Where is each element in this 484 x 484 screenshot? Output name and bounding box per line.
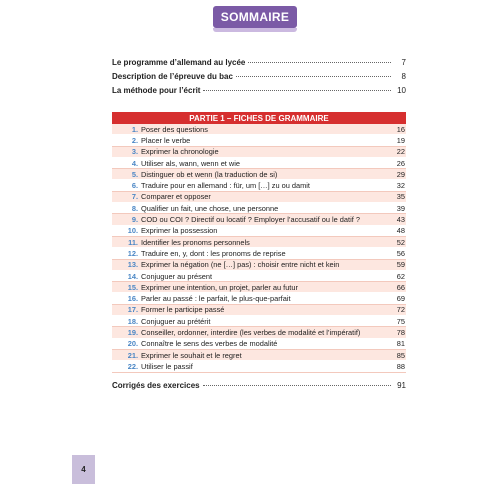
toc-page: 81	[396, 339, 405, 349]
toc-number: 16.	[127, 294, 138, 304]
toc-row[interactable]	[112, 180, 406, 191]
sommaire-badge	[213, 6, 297, 28]
leader-dots	[236, 76, 391, 77]
toc-row[interactable]	[112, 169, 406, 180]
toc-number: 10.	[127, 226, 138, 236]
sommaire-title: SOMMAIRE	[220, 10, 290, 24]
toc-page: 85	[396, 350, 405, 360]
toc-title: Connaître le sens des verbes de modalité	[141, 339, 278, 349]
toc-title: Utiliser als, wann, wenn et wie	[141, 158, 240, 168]
toc-page: 39	[396, 203, 405, 213]
toc-page: 52	[396, 237, 405, 247]
intro-entry-title: Le programme d’allemand au lycée	[112, 58, 246, 67]
intro-entry-title: Description de l’épreuve du bac	[112, 72, 233, 81]
toc-page: 22	[396, 147, 405, 157]
toc-title: Parler au passé : le parfait, le plus-que-parfait	[141, 294, 291, 304]
toc-row[interactable]	[112, 282, 406, 293]
toc-row[interactable]	[112, 361, 406, 372]
intro-entry[interactable]	[112, 58, 406, 72]
toc-row[interactable]	[112, 135, 406, 146]
part1-heading-text: PARTIE 1 – FICHES DE GRAMMAIRE	[189, 113, 329, 123]
toc-title: Identifier les pronoms personnels	[141, 237, 250, 247]
corriges-entry[interactable]	[112, 381, 406, 390]
toc-number: 8.	[131, 203, 138, 213]
toc-page: 19	[396, 135, 405, 145]
toc-number: 5.	[131, 169, 138, 179]
toc-row[interactable]	[112, 147, 406, 158]
toc-row[interactable]	[112, 248, 406, 259]
toc-page: 75	[396, 316, 405, 326]
toc-page: 43	[396, 215, 405, 225]
toc-title: Utiliser le passif	[141, 361, 193, 371]
toc-row[interactable]	[112, 350, 406, 361]
leader-dots	[203, 90, 391, 91]
toc-title: Exprimer la négation (ne […] pas) : choisir entre nicht et kein	[141, 260, 340, 270]
toc-title: Former le participe passé	[141, 305, 225, 315]
intro-entry[interactable]	[112, 72, 406, 86]
toc-number: 9.	[131, 215, 138, 225]
toc-number: 4.	[131, 158, 138, 168]
toc-number: 3.	[131, 147, 138, 157]
toc-row[interactable]	[112, 305, 406, 316]
toc-page: 59	[396, 260, 405, 270]
toc-title: Conjuguer au prétérit	[141, 316, 211, 326]
toc-number: 7.	[131, 192, 138, 202]
toc-page: 69	[396, 294, 405, 304]
toc-title: Conseiller, ordonner, interdire (les verbes de modalité et l’impératif)	[141, 327, 361, 337]
toc-page: 88	[396, 361, 405, 371]
toc-number: 2.	[131, 135, 138, 145]
toc-page: 29	[396, 169, 405, 179]
toc-number: 20.	[127, 339, 138, 349]
toc-row[interactable]	[112, 203, 406, 214]
toc-title: Qualifier un fait, une chose, une personne	[141, 203, 279, 213]
toc-number: 6.	[131, 181, 138, 191]
toc-row[interactable]	[112, 237, 406, 248]
intro-entry-page: 8	[401, 72, 406, 81]
toc-row[interactable]	[112, 260, 406, 271]
toc-title: Exprimer la chronologie	[141, 147, 219, 157]
toc-number: 17.	[127, 305, 138, 315]
toc-number: 13.	[127, 260, 138, 270]
toc-title: Exprimer le souhait et le regret	[141, 350, 242, 360]
toc-title: Poser des questions	[141, 124, 208, 134]
toc-page: 66	[396, 282, 405, 292]
leader-dots	[248, 62, 391, 63]
toc-title: Comparer et opposer	[141, 192, 211, 202]
toc-row[interactable]	[112, 339, 406, 350]
intro-entry[interactable]	[112, 86, 406, 100]
toc-page: 78	[396, 327, 405, 337]
toc-title: Traduire pour en allemand : für, um […] zu ou damit	[141, 181, 310, 191]
intro-entry-page: 7	[401, 58, 406, 67]
toc-number: 1.	[131, 124, 138, 134]
toc-page: 26	[396, 158, 405, 168]
toc-title: COD ou COI ? Directif ou locatif ? Employer l’accusatif ou le datif ?	[141, 215, 360, 225]
toc-page: 56	[396, 248, 405, 258]
toc-page: 35	[396, 192, 405, 202]
toc-title: Traduire en, y, dont : les pronoms de reprise	[141, 248, 286, 258]
toc-page: 48	[396, 226, 405, 236]
toc-number: 12.	[127, 248, 138, 258]
toc-page: 32	[396, 181, 405, 191]
toc-number: 21.	[127, 350, 138, 360]
toc-title: Exprimer une intention, un projet, parler au futur	[141, 282, 298, 292]
toc-number: 14.	[127, 271, 138, 281]
toc-row[interactable]	[112, 271, 406, 282]
page-number: 4	[81, 465, 86, 474]
corriges-title: Corrigés des exercices	[112, 381, 200, 390]
intro-entry-page: 10	[397, 86, 406, 95]
toc-row[interactable]	[112, 214, 406, 225]
toc-page: 16	[396, 124, 405, 134]
toc-row[interactable]	[112, 158, 406, 169]
toc-row[interactable]	[112, 293, 406, 304]
toc-title: Distinguer ob et wenn (la traduction de si)	[141, 169, 278, 179]
page-number-box	[72, 455, 95, 484]
toc-number: 22.	[127, 361, 138, 371]
toc-title: Exprimer la possession	[141, 226, 218, 236]
toc-row[interactable]	[112, 316, 406, 327]
toc-row[interactable]	[112, 124, 406, 135]
toc-page: 72	[396, 305, 405, 315]
corriges-page: 91	[397, 381, 406, 390]
leader-dots	[203, 385, 391, 386]
toc-number: 19.	[127, 327, 138, 337]
toc-page: 62	[396, 271, 405, 281]
toc-title: Conjuguer au présent	[141, 271, 213, 281]
part1-heading	[112, 112, 406, 124]
toc-row[interactable]	[112, 327, 406, 338]
toc-row[interactable]	[112, 226, 406, 237]
intro-entry-title: La méthode pour l’écrit	[112, 86, 201, 95]
toc-number: 15.	[127, 282, 138, 292]
intro-list	[112, 58, 406, 100]
part1-toc	[112, 124, 406, 373]
toc-number: 18.	[127, 316, 138, 326]
toc-row[interactable]	[112, 192, 406, 203]
toc-number: 11.	[128, 237, 138, 247]
toc-title: Placer le verbe	[141, 135, 191, 145]
